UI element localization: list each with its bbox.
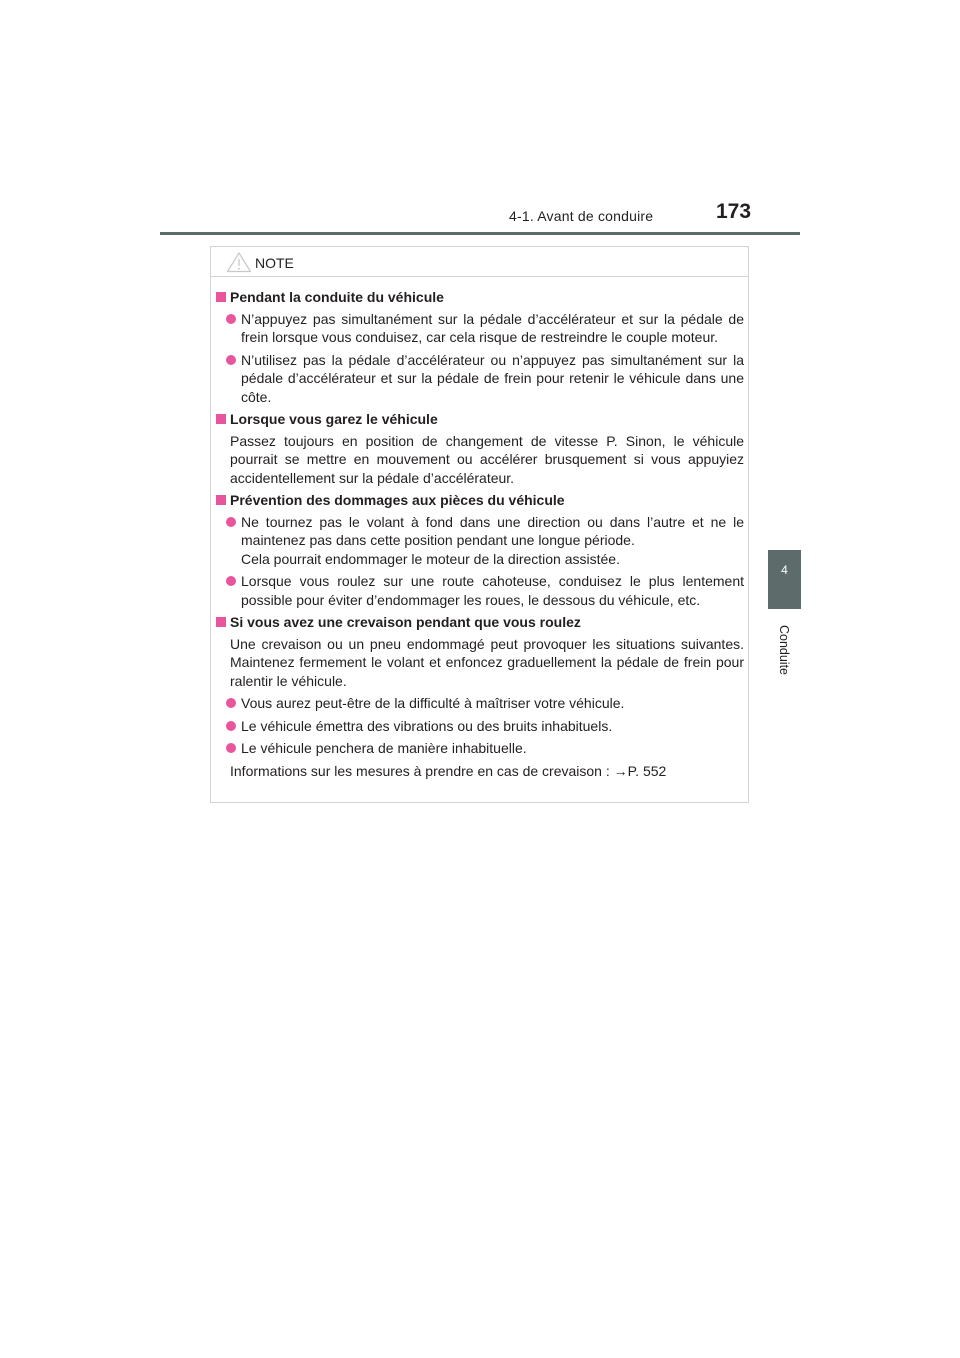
- round-bullet-icon: [226, 721, 236, 731]
- chapter-number: 4: [781, 563, 788, 577]
- page-number: 173: [716, 200, 752, 223]
- round-bullet-icon: [226, 517, 236, 527]
- list-item: N’appuyez pas simultanément sur la pédale d’accélérateur et sur la pédale de frein lorsque vous conduisez, car cela risque de restreindre le couple moteur.: [216, 310, 744, 347]
- list-item-continuation: Cela pourrait endommager le moteur de la direction assistée.: [241, 550, 620, 567]
- header-rule: [160, 232, 800, 235]
- note-body: [216, 288, 744, 784]
- list-item: N’utilisez pas la pédale d’accélérateur ou n’appuyez pas simultanément sur la pédale d’accélérateur et sur la pédale de frein pour retenir le véhicule dans une côte.: [216, 351, 744, 407]
- warning-triangle-icon: [226, 251, 252, 273]
- cross-reference[interactable]: Informations sur les mesures à prendre en cas de crevaison : →P. 552: [230, 762, 667, 779]
- section-title: 4-1. Avant de conduire: [509, 208, 654, 224]
- square-bullet-icon: [216, 292, 226, 302]
- square-bullet-icon: [216, 414, 226, 424]
- list-item: Le véhicule émettra des vibrations ou des bruits inhabituels.: [216, 717, 744, 736]
- round-bullet-icon: [226, 698, 236, 708]
- list-item: Vous aurez peut-être de la difficulté à maîtriser votre véhicule.: [216, 694, 744, 713]
- round-bullet-icon: [226, 355, 236, 365]
- paragraph: Passez toujours en position de changement de vitesse P. Sinon, le véhicule pourrait se mettre en mouvement ou accélérer brusquement si vous appuyiez accidentellement sur la pédale d’accélérateur.: [230, 432, 744, 486]
- note-heading: Prévention des dommages aux pièces du véhicule: [216, 491, 744, 510]
- chapter-label-text: Conduite: [777, 624, 791, 676]
- note-box: [210, 246, 749, 803]
- round-bullet-icon: [226, 314, 236, 324]
- note-label: NOTE: [255, 255, 294, 271]
- list-item: Lorsque vous roulez sur une route cahoteuse, conduisez le plus lentement possible pour éviter d’endommager les roues, le dessous du véhicule, etc.: [216, 572, 744, 609]
- note-heading: Lorsque vous garez le véhicule: [216, 410, 744, 429]
- round-bullet-icon: [226, 576, 236, 586]
- chapter-label: [764, 620, 804, 680]
- note-header: [211, 247, 748, 277]
- chapter-tab[interactable]: [768, 550, 801, 609]
- note-heading: Pendant la conduite du véhicule: [216, 288, 744, 307]
- list-item: Ne tournez pas le volant à fond dans une direction ou dans l’autre et ne le maintenez pas dans cette position pendant une longue période.: [216, 513, 744, 550]
- list-item: Le véhicule penchera de manière inhabituelle.: [216, 739, 744, 758]
- square-bullet-icon: [216, 495, 226, 505]
- square-bullet-icon: [216, 617, 226, 627]
- paragraph: Une crevaison ou un pneu endommagé peut provoquer les situations suivantes. Maintenez fermement le volant et enfoncez graduellement la pédale de frein pour ralentir le véhicule.: [230, 635, 744, 689]
- note-heading: Si vous avez une crevaison pendant que vous roulez: [216, 613, 744, 632]
- round-bullet-icon: [226, 743, 236, 753]
